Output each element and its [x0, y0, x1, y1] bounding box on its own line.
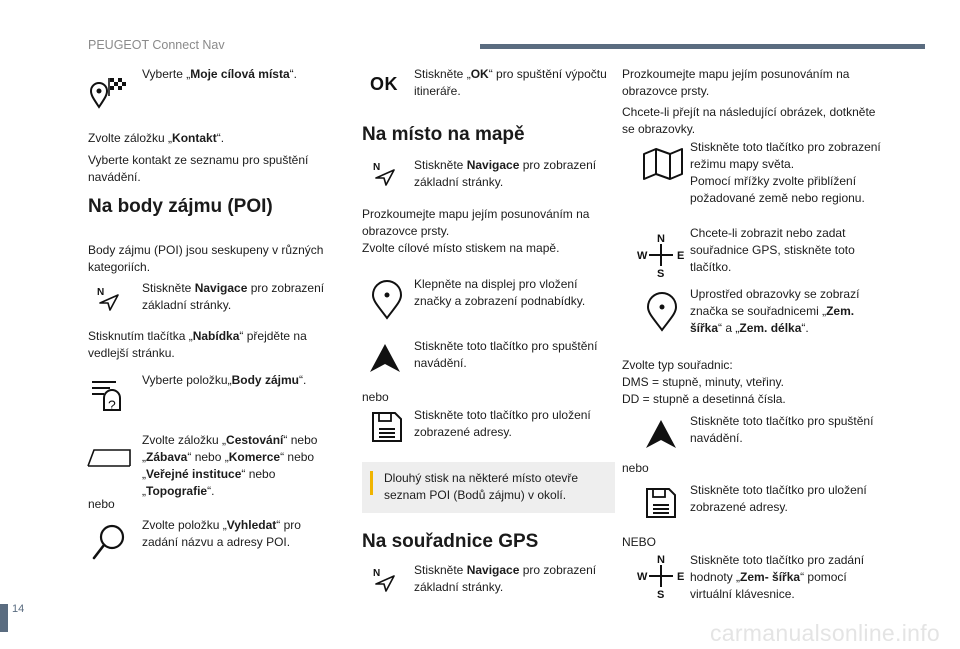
contact-select-text: Vyberte kontakt ze seznamu pro spuštění navádění.	[88, 153, 309, 184]
poi-intro-text: Body zájmu (POI) jsou seskupeny v různých kategoriích.	[88, 243, 324, 274]
menu-question-icon	[90, 380, 128, 414]
map-start-text: Stiskněte toto tlačítko pro spuštění navádění.	[414, 339, 598, 370]
menu-text: Stisknutím tlačítka „Nabídka“ přejděte na vedlejší stránku.	[88, 329, 307, 360]
page-number: 14	[12, 603, 25, 615]
ok-text: Stiskněte „OK“ pro spuštění výpočtu itineráře.	[414, 67, 607, 98]
map-heading: Na místo na mapě	[362, 124, 525, 145]
compass-w: W	[637, 571, 648, 583]
gps-navigation-text: Stiskněte Navigace pro zobrazení základní stránky.	[414, 563, 597, 594]
poi-select-text: Vyberte položku„Body zájmu“.	[142, 373, 307, 387]
save-icon	[644, 486, 678, 520]
contact-tab-text: Zvolte záložku „Kontakt“.	[88, 131, 225, 145]
marker-coordinates-text: Uprostřed obrazovky se zobrazí značka se souřadnicemi „Zem. šířka“ a „Zem. délka“.	[690, 287, 860, 335]
page-side-tab	[0, 604, 8, 632]
compass-s: S	[657, 268, 665, 278]
info-marker-icon	[645, 292, 679, 332]
poi-heading: Na body zájmu (POI)	[88, 196, 273, 217]
coordinate-types-text: Zvolte typ souřadnic: DMS = stupně, minuty, vteřiny. DD = stupně a desetinná čísla.	[622, 358, 786, 406]
ok-icon: OK	[370, 74, 398, 94]
map-select-text: Zvolte cílové místo stiskem na mapě.	[362, 241, 560, 255]
navigation-arrow-icon	[96, 285, 120, 311]
flag-pin-icon	[89, 76, 129, 110]
svg-text:N: N	[97, 287, 105, 298]
compass-e: E	[677, 571, 685, 583]
compass-icon	[636, 553, 686, 599]
map-tap-text: Klepněte na displej pro vložení značky a zobrazení podnabídky.	[414, 277, 586, 308]
svg-text:?: ?	[108, 397, 116, 413]
next-image-text: Chcete-li přejít na následující obrázek, dotkněte se obrazovky.	[622, 105, 876, 136]
gps-save-text: Stiskněte toto tlačítko pro uložení zobrazené adresy.	[690, 483, 867, 514]
world-map-icon	[642, 146, 684, 182]
nebo-text: nebo	[88, 497, 115, 511]
gps-coordinates-text: Chcete-li zobrazit nebo zadat souřadnice GPS, stiskněte toto tlačítko.	[690, 226, 855, 274]
gps-start-text: Stiskněte toto tlačítko pro spuštění navádění.	[690, 414, 874, 445]
search-text: Zvolte položku „Vyhledat“ pro zadání názvu a adresy POI.	[142, 518, 301, 549]
tab-icon	[86, 446, 132, 468]
category-tabs-text: Zvolte záložku „Cestování“ nebo „Zábava“ nebo „Komerce“ nebo „Veřejné instituce“ nebo „Topografie“.	[142, 433, 318, 498]
compass-n: N	[657, 554, 665, 566]
navigation-arrow-icon	[372, 566, 396, 592]
navigate-triangle-icon	[368, 342, 402, 374]
svg-text:N: N	[373, 162, 381, 173]
header-rule	[480, 44, 925, 49]
compass-e: E	[677, 250, 685, 262]
map-navigation-text: Stiskněte Navigace pro zobrazení základní stránky.	[414, 158, 597, 189]
nebo-text: nebo	[362, 390, 389, 404]
world-map-text: Stiskněte toto tlačítko pro zobrazení režimu mapy světa. Pomocí mřížky zvolte přiblížení požadované země nebo regionu.	[690, 140, 881, 205]
info-text: Dlouhý stisk na některé místo otevře seznam POI (Bodů zájmu) v okolí.	[384, 471, 579, 502]
poi-navigation-text: Stiskněte Navigace pro zobrazení základní stránky.	[142, 281, 325, 312]
search-icon	[90, 522, 128, 562]
save-icon	[370, 410, 404, 444]
compass-w: W	[637, 250, 648, 262]
favorites-text: Vyberte „Moje cílová místa“.	[142, 67, 297, 81]
gps-pin-icon	[370, 280, 404, 320]
latitude-entry-text: Stiskněte toto tlačítko pro zadání hodnoty „Zem- šířka“ pomocí virtuální klávesnice.	[690, 553, 865, 601]
world-explore-text: Prozkoumejte mapu jejím posunováním na obrazovce prsty.	[622, 67, 850, 98]
map-save-text: Stiskněte toto tlačítko pro uložení zobrazené adresy.	[414, 408, 591, 439]
nebo-upper-text: NEBO	[622, 535, 657, 549]
map-explore-text: Prozkoumejte mapu jejím posunováním na obrazovce prsty.	[362, 207, 590, 238]
navigate-triangle-icon	[644, 418, 678, 450]
info-accent-bar	[370, 471, 373, 495]
running-header: PEUGEOT Connect Nav	[88, 38, 225, 52]
compass-s: S	[657, 589, 665, 599]
nebo-text: nebo	[622, 461, 649, 475]
compass-icon	[636, 232, 686, 278]
watermark: carmanualsonline.info	[709, 620, 940, 646]
compass-n: N	[657, 233, 665, 245]
navigation-arrow-icon	[372, 160, 396, 186]
gps-heading: Na souřadnice GPS	[362, 531, 539, 552]
svg-text:N: N	[373, 568, 381, 579]
